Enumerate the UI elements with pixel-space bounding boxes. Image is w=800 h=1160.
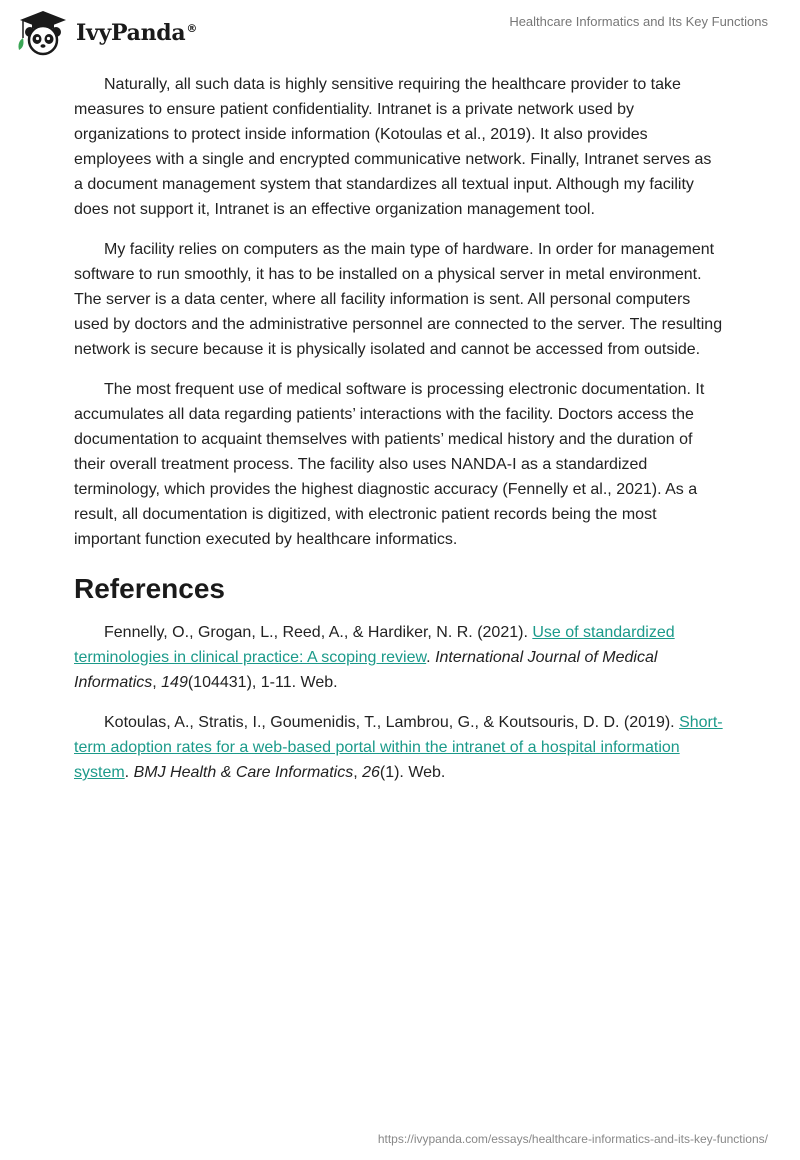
- page-url-footer: https://ivypanda.com/essays/healthcare-informatics-and-its-key-functions/: [377, 1132, 768, 1146]
- panda-graduate-icon: [14, 8, 72, 58]
- reference-title-link[interactable]: Use of standardized terminologies in clinical practice: A scoping review: [74, 624, 675, 666]
- reference-volume: 149: [161, 674, 188, 691]
- reference-authors: Fennelly, O., Grogan, L., Reed, A., & Hardiker, N. R. (2021).: [104, 624, 533, 641]
- page-header: [0, 0, 800, 64]
- reference-journal: International Journal of Medical Informatics: [74, 649, 658, 691]
- references-heading: References: [74, 573, 225, 604]
- reference-journal: BMJ Health & Care Informatics: [133, 764, 354, 781]
- paragraph: Naturally, all such data is highly sensitive requiring the healthcare provider to take measures to ensure patient confidentiality. Intranet is a private network used by organizations to protect inside information (Kotoulas et al., 2019). It also provides employees with a single and encrypted communicative network. Finally, Intranet serves as a document management system that standardizes all textual input. Although my facility does not support it, Intranet is an effective organization management tool.: [74, 76, 712, 218]
- paragraph: My facility relies on computers as the main type of hardware. In order for management software to run smoothly, it has to be installed on a physical server in metal environment. The server is a data center, where all facility information is sent. All personal computers used by doctors and the administrative personnel are connected to the server. The resulting network is secure because it is physically isolated and cannot be accessed from outside.: [74, 241, 723, 358]
- essay-body: [74, 72, 724, 800]
- registered-mark: ®: [186, 21, 198, 35]
- reference-separator: ,: [353, 764, 363, 781]
- reference-authors: Kotoulas, A., Stratis, I., Goumenidis, T., Lambrou, G., & Koutsouris, D. D. (2019).: [104, 714, 680, 731]
- brand-name: IvyPanda®: [76, 20, 198, 46]
- document-title: Healthcare Informatics and Its Key Functions: [509, 14, 768, 29]
- ivypanda-logo[interactable]: [14, 8, 197, 58]
- reference-details: (104431), 1-11. Web.: [187, 674, 338, 691]
- reference-volume: 26: [362, 764, 380, 781]
- reference-title-link[interactable]: Short-term adoption rates for a web-based portal within the intranet of a hospital information system: [74, 714, 723, 781]
- reference-entry: [74, 620, 724, 695]
- reference-entry: [74, 710, 724, 785]
- reference-separator: .: [124, 764, 134, 781]
- reference-separator: .: [426, 649, 436, 666]
- paragraph: The most frequent use of medical software is processing electronic documentation. It accumulates all data regarding patients’ interactions with the facility. Doctors access the documentation to acquaint themselves with patients’ medical history and the duration of their overall treatment process. The facility also uses NANDA-I as a standardized terminology, which provides the highest diagnostic accuracy (Fennelly et al., 2021). As a result, all documentation is digitized, with electronic patient records being the most important function executed by healthcare informatics.: [74, 381, 705, 548]
- reference-details: (1). Web.: [379, 764, 446, 781]
- reference-separator: ,: [152, 674, 162, 691]
